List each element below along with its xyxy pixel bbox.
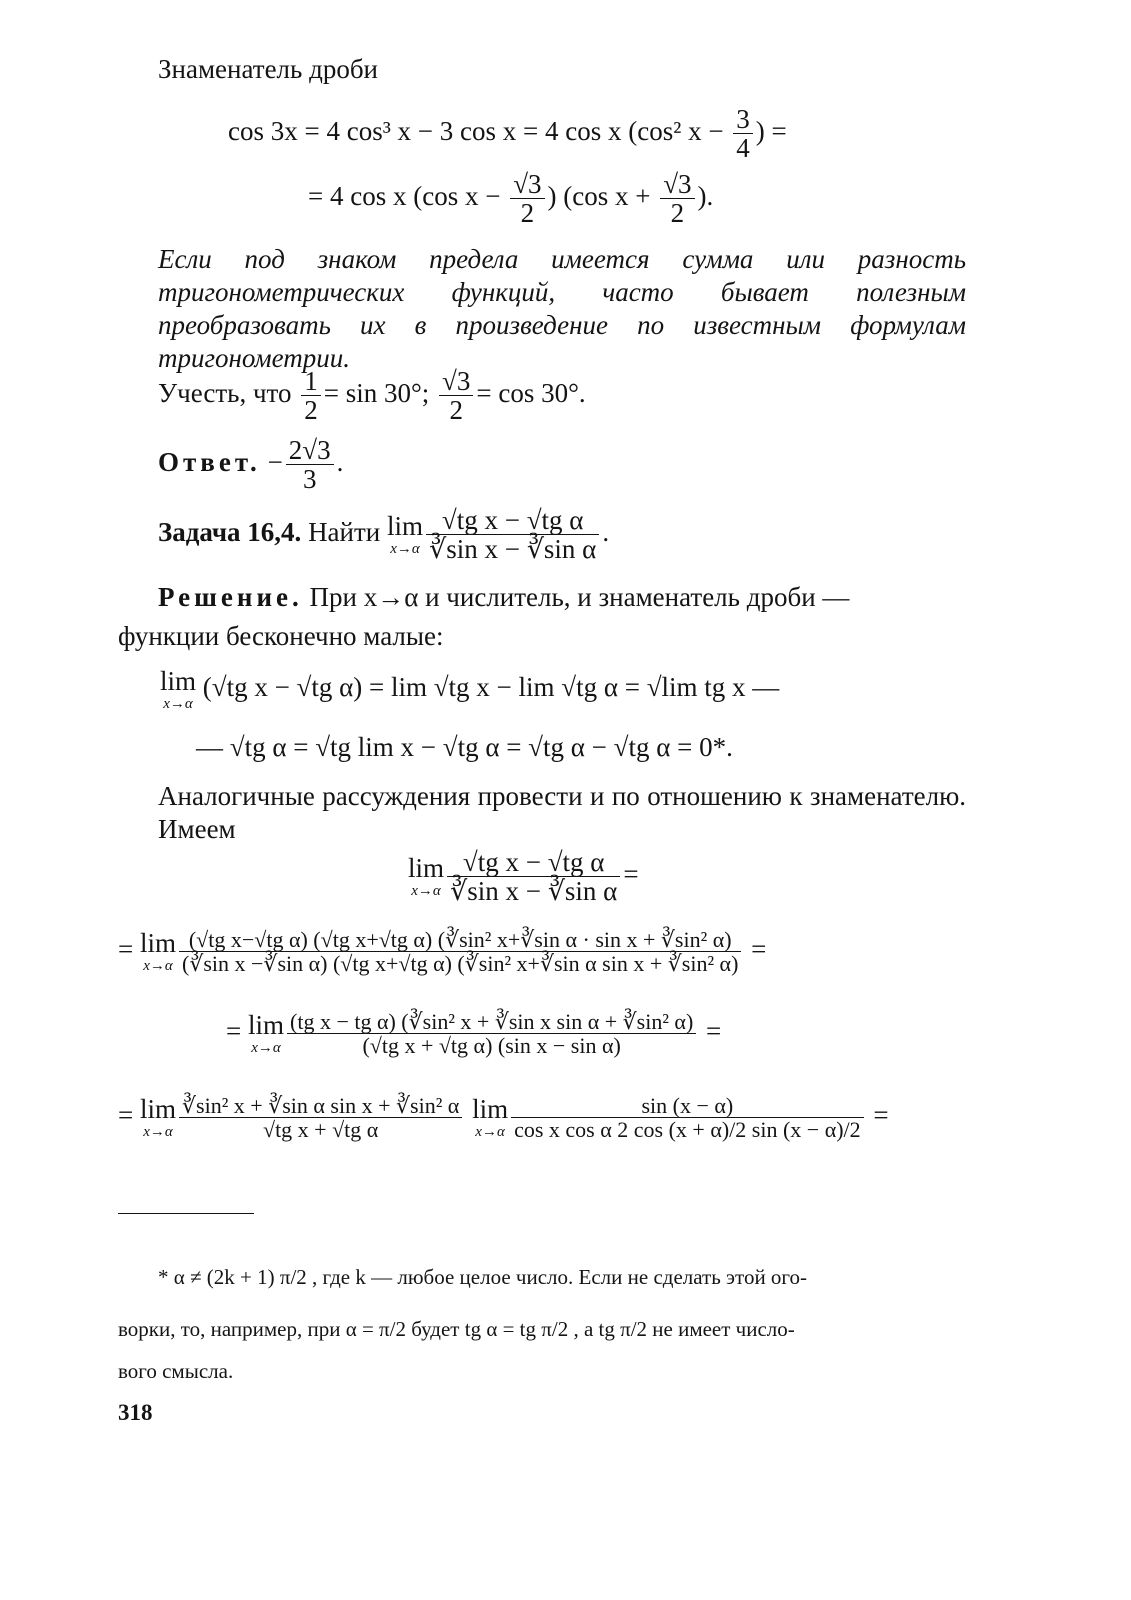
cos3x-formula-line2: = 4 cos x (cos x − $\frac{√3}{2}$ ) (cos x + $\frac{√3}{2}$ ). <box>308 169 714 229</box>
footnote-line2: ворки, то, например, при α = π/2 будет tg α = tg π/2 , а tg π/2 не имеет число- <box>118 1317 795 1341</box>
big-equation-2: = lim x→α (√tg x−√tg α) (√tg x+√tg α) (∛sin² x+∛sin α · sin x + ∛sin² α) (∛sin x −∛sin α) (√tg x+√tg α) (∛sin² x+∛sin α sin x + ∛sin² α) = <box>118 927 767 977</box>
limit-line1: lim x→α (√tg x − √tg α) = lim √tg x − lim √tg α = √lim tg x — <box>160 666 780 712</box>
fraction-sqrt3-2-c: $\frac{√3}{2}$ <box>439 367 473 425</box>
footnote-line3: вого смысла. <box>118 1359 234 1383</box>
fraction-sqrt3-2: $\frac{√3}{2}$ <box>510 170 544 228</box>
tip-paragraph: Если под знаком предела имеется сумма или разность тригонометрических функций, часто бывает полезным преобразовать их в произведение по известным формулам тригонометрии. <box>158 244 966 373</box>
footnote-divider <box>118 1213 254 1214</box>
big-equation-3: = lim x→α $\frac{\text{(tg x − tg α) (∛sin² x + ∛sin x sin α + ∛sin² α)}}{\text{(√tg x + √tg α) (sin x − sin α)}}$ = <box>226 1009 722 1059</box>
answer: Ответ. − $\frac{2√3}{3}$ . <box>158 435 344 495</box>
answer-fraction: $\frac{2√3}{3}$ <box>286 436 334 494</box>
cos3x-formula-line1: cos 3x = 4 cos³ x − 3 cos x = 4 cos x (cos² x − $\frac{3}{4}$ ) = <box>228 104 787 164</box>
fraction-3-4: $\frac{3}{4}$ <box>733 105 753 163</box>
solution-line1: Решение. При x→α и числитель, и знаменатель дроби — <box>158 582 850 612</box>
fraction-sqrt3-2-b: $\frac{√3}{2}$ <box>660 170 694 228</box>
page-number: 318 <box>118 1400 153 1425</box>
trig-note: Учесть, что $\frac{1}{2}$ = sin 30°; $\frac{√3}{2}$ = cos 30°. <box>158 366 586 426</box>
analog-paragraph: Аналогичные рассуждения провести и по отношению к знаменателю. Имеем <box>158 781 966 844</box>
solution-label: Решение. <box>158 582 303 612</box>
fraction-1-2: $\frac{1}{2}$ <box>301 367 321 425</box>
limit-line2: — √tg α = √tg lim x − √tg α = √tg α − √tg α = 0*. <box>196 732 733 762</box>
intro-label: Знаменатель дроби <box>158 54 379 84</box>
footnote-line1: * α ≠ (2k + 1) π/2 , где k — любое целое число. Если не сделать этой ого- <box>158 1265 808 1289</box>
task-fraction: $\frac{\text{√tg x − √tg α}}{\text{∛sin x − ∛sin α}}$ <box>426 506 599 564</box>
task-limit-operator: lim x→α <box>387 510 424 557</box>
task-16-4: Задача 16,4. Найти lim x→α $\frac{\text{√tg x − √tg α}}{\text{∛sin x − ∛sin α}}$ . <box>158 505 610 565</box>
answer-label: Ответ. <box>158 447 261 478</box>
task-label: Задача 16,4. <box>158 517 302 548</box>
cos3x-expression: cos 3x = 4 cos³ x − 3 cos x = 4 cos x (cos² x − <box>228 116 731 147</box>
big-equation-1: lim x→α $\frac{\text{√tg x − √tg α}}{\text{∛sin x − ∛sin α}}$ = <box>408 847 639 907</box>
solution-line2: функции бесконечно малые: <box>118 621 444 651</box>
big-equation-4: = lim x→α $\frac{\text{∛sin² x + ∛sin α sin x + ∛sin² α}}{\text{√tg x + √tg α}}$ lim x→α $\frac{\sin (x - \alpha)}{\text{cos x cos α 2 cos (x + α)/2 sin (x − α)/2}}$ = <box>118 1093 889 1143</box>
